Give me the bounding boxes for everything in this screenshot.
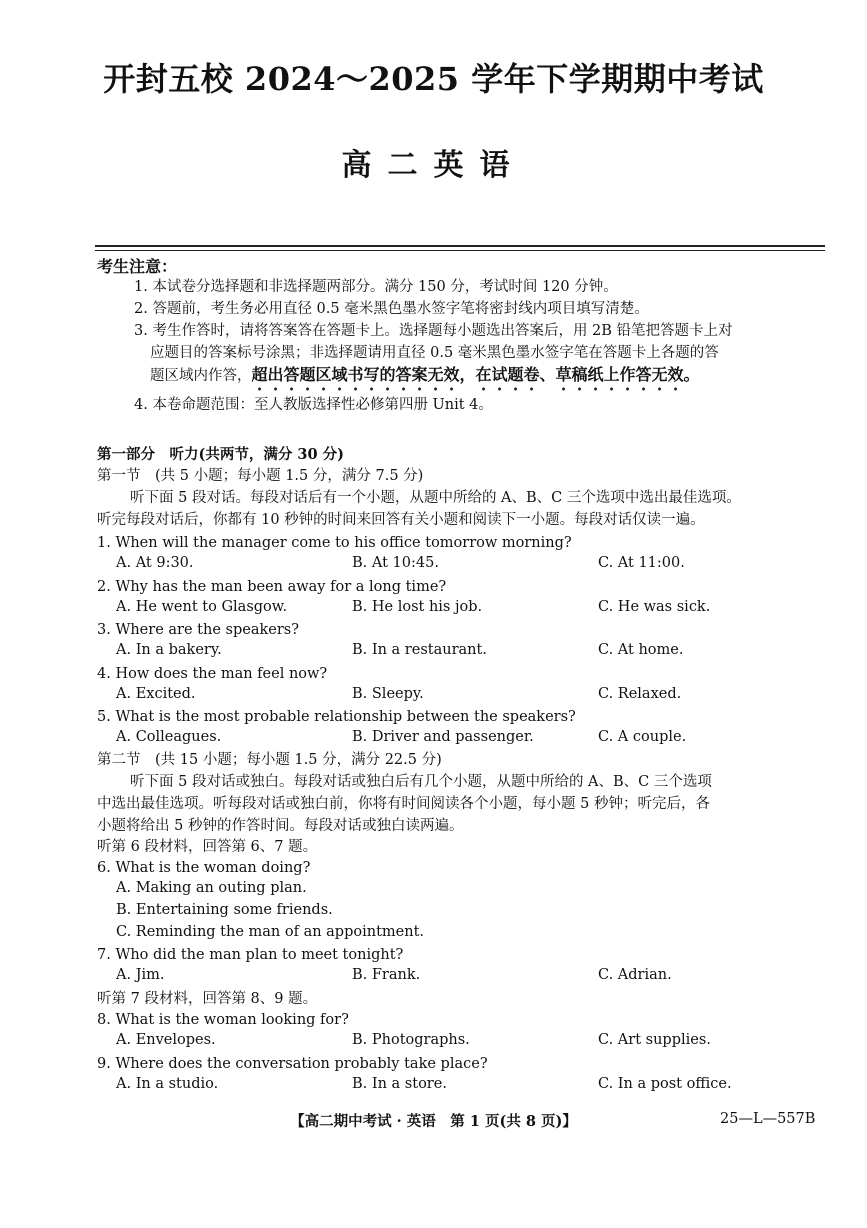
question-8-option-b: B. Photographs. [352,1032,470,1048]
question-7-stem: 7. Who did the man plan to meet tonight? [97,947,404,963]
notice-item-3-tail: 题区域内作答， [150,368,252,384]
section1-title: 第一节 (共 5 小题；每小题 1.5 分，满分 7.5 分) [97,468,424,484]
question-1-option-a: A. At 9:30. [116,555,194,571]
material-6-heading: 听第 6 段材料，回答第 6、7 题。 [97,839,318,855]
notice-item-3-cont2 [150,364,828,394]
notice-item-3: 3. 考生作答时，请将答案答在答题卡上。选择题每小题选出答案后，用 2B 铅笔把答题卡上对 [134,323,733,339]
question-1-stem: 1. When will the manager come to his office tomorrow morning? [97,535,572,551]
notice-item-3-cont: 应题目的答案标号涂黑；非选择题请用直径 0.5 毫米黑色墨水签字笔在答题卡上各题的答 [150,345,719,361]
section1-instruction-2: 听完每段对话后，你都有 10 秒钟的时间来回答有关小题和阅读下一小题。每段对话仅读一遍。 [97,512,705,528]
question-6-stem: 6. What is the woman doing? [97,860,311,876]
notice-item-2: 2. 答题前，考生务必用直径 0.5 毫米黑色墨水签字笔将密封线内项目填写清楚。 [134,301,649,317]
question-2-stem: 2. Why has the man been away for a long time? [97,579,447,595]
question-4-stem: 4. How does the man feel now? [97,666,328,682]
question-2-option-b: B. He lost his job. [352,599,483,615]
section1-instruction-1: 听下面 5 段对话。每段对话后有一个小题，从题中所给的 A、B、C 三个选项中选出最佳选项。 [130,490,741,506]
subject-title: 高二英语 [341,148,526,183]
question-3-option-c: C. At home. [598,642,684,658]
question-9-option-a: A. In a studio. [116,1076,219,1092]
question-7-option-a: A. Jim. [116,967,165,983]
notice-list [134,276,828,416]
question-6-option-a: A. Making an outing plan. [116,880,307,896]
notice-emphasis: 超出答题区域书写的答案无效，在试题卷、草稿纸上作答无效。 [251,365,700,384]
header-divider-thick [95,245,825,247]
part1-title: 第一部分 听力(共两节，满分 30 分) [97,446,344,463]
question-5-option-b: B. Driver and passenger. [352,729,534,745]
header-divider-thin [95,250,825,251]
question-4-option-a: A. Excited. [116,686,196,702]
question-7-option-c: C. Adrian. [598,967,672,983]
question-9-option-b: B. In a store. [352,1076,447,1092]
question-2-option-a: A. He went to Glasgow. [116,599,288,615]
notice-heading: 考生注意： [97,257,178,276]
exam-code: 25—L—557B [720,1111,816,1127]
question-3-option-b: B. In a restaurant. [352,642,487,658]
question-5-stem: 5. What is the most probable relationship between the speakers? [97,709,576,725]
question-4-option-c: C. Relaxed. [598,686,682,702]
notice-item-1: 1. 本试卷分选择题和非选择题两部分。满分 150 分，考试时间 120 分钟。 [134,279,618,295]
section2-instruction-1: 听下面 5 段对话或独白。每段对话或独白后有几个小题，从题中所给的 A、B、C 三个选项 [130,774,712,790]
question-3-option-a: A. In a bakery. [116,642,222,658]
question-9-option-c: C. In a post office. [598,1076,732,1092]
material-7-heading: 听第 7 段材料，回答第 8、9 题。 [97,991,318,1007]
question-7-option-b: B. Frank. [352,967,421,983]
question-3-stem: 3. Where are the speakers? [97,622,299,638]
section2-instruction-2: 中选出最佳选项。听每段对话或独白前，你将有时间阅读各个小题，每小题 5 秒钟；听完后，各 [97,796,710,812]
question-2-option-c: C. He was sick. [598,599,711,615]
question-8-option-c: C. Art supplies. [598,1032,711,1048]
question-1-option-b: B. At 10:45. [352,555,439,571]
question-8-stem: 8. What is the woman looking for? [97,1012,349,1028]
question-1-option-c: C. At 11:00. [598,555,685,571]
section2-instruction-3: 小题将给出 5 秒钟的作答时间。每段对话或独白读两遍。 [97,818,464,834]
notice-item-4: 4. 本卷命题范围：至人教版选择性必修第四册 Unit 4。 [134,397,493,413]
exam-title: 开封五校 2024～2025 学年下学期期中考试 [103,60,764,98]
section2-title: 第二节 (共 15 小题；每小题 1.5 分，满分 22.5 分) [97,752,442,768]
question-8-option-a: A. Envelopes. [116,1032,216,1048]
question-9-stem: 9. Where does the conversation probably take place? [97,1056,488,1072]
question-4-option-b: B. Sleepy. [352,686,424,702]
question-5-option-c: C. A couple. [598,729,687,745]
question-6-option-c: C. Reminding the man of an appointment. [116,924,425,940]
page-footer: 【高二期中考试 · 英语 第 1 页(共 8 页)】 [290,1113,577,1130]
question-5-option-a: A. Colleagues. [116,729,222,745]
question-6-option-b: B. Entertaining some friends. [116,902,333,918]
